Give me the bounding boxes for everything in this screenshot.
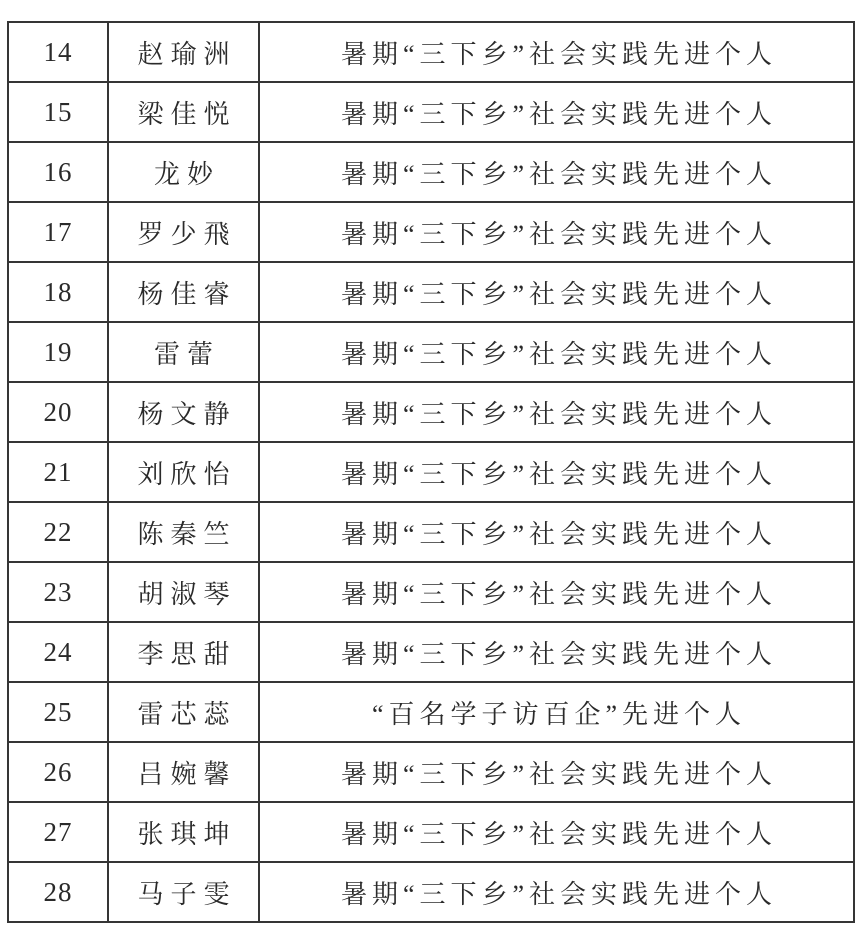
award-title-cell: 暑期“三下乡”社会实践先进个人 [259, 22, 854, 82]
row-index-cell: 23 [8, 562, 108, 622]
table-row [8, 682, 854, 742]
award-title-cell: 暑期“三下乡”社会实践先进个人 [259, 442, 854, 502]
table-row [8, 862, 854, 922]
table-row [8, 442, 854, 502]
student-name-cell: 胡淑琴 [108, 562, 259, 622]
student-name-cell: 雷蕾 [108, 322, 259, 382]
row-index-cell: 26 [8, 742, 108, 802]
award-title-cell: 暑期“三下乡”社会实践先进个人 [259, 802, 854, 862]
row-index-cell: 18 [8, 262, 108, 322]
row-index-cell: 17 [8, 202, 108, 262]
table-row [8, 502, 854, 562]
student-name-cell: 陈秦竺 [108, 502, 259, 562]
student-name-cell: 杨佳睿 [108, 262, 259, 322]
student-name-cell: 龙妙 [108, 142, 259, 202]
table-row [8, 262, 854, 322]
award-title-cell: 暑期“三下乡”社会实践先进个人 [259, 562, 854, 622]
row-index-cell: 22 [8, 502, 108, 562]
award-recipients-table [7, 21, 855, 923]
row-index-cell: 16 [8, 142, 108, 202]
award-title-cell: 暑期“三下乡”社会实践先进个人 [259, 742, 854, 802]
award-title-cell: 暑期“三下乡”社会实践先进个人 [259, 262, 854, 322]
award-title-cell: 暑期“三下乡”社会实践先进个人 [259, 502, 854, 562]
student-name-cell: 罗少飛 [108, 202, 259, 262]
table-row [8, 742, 854, 802]
award-title-cell: 暑期“三下乡”社会实践先进个人 [259, 622, 854, 682]
row-index-cell: 14 [8, 22, 108, 82]
student-name-cell: 马子雯 [108, 862, 259, 922]
row-index-cell: 25 [8, 682, 108, 742]
table-row [8, 142, 854, 202]
award-title-cell: 暑期“三下乡”社会实践先进个人 [259, 142, 854, 202]
award-title-cell: 暑期“三下乡”社会实践先进个人 [259, 322, 854, 382]
award-title-cell: 暑期“三下乡”社会实践先进个人 [259, 202, 854, 262]
student-name-cell: 杨文静 [108, 382, 259, 442]
row-index-cell: 27 [8, 802, 108, 862]
student-name-cell: 雷芯蕊 [108, 682, 259, 742]
award-title-cell: 暑期“三下乡”社会实践先进个人 [259, 862, 854, 922]
table-row [8, 622, 854, 682]
award-title-cell: 暑期“三下乡”社会实践先进个人 [259, 382, 854, 442]
table-row [8, 202, 854, 262]
row-index-cell: 19 [8, 322, 108, 382]
table-row [8, 22, 854, 82]
award-title-cell: 暑期“三下乡”社会实践先进个人 [259, 82, 854, 142]
student-name-cell: 刘欣怡 [108, 442, 259, 502]
table-row [8, 562, 854, 622]
row-index-cell: 24 [8, 622, 108, 682]
award-title-cell: “百名学子访百企”先进个人 [259, 682, 854, 742]
table-body [8, 22, 854, 922]
table-row [8, 382, 854, 442]
table-row [8, 82, 854, 142]
row-index-cell: 20 [8, 382, 108, 442]
row-index-cell: 21 [8, 442, 108, 502]
student-name-cell: 李思甜 [108, 622, 259, 682]
table-row [8, 322, 854, 382]
row-index-cell: 15 [8, 82, 108, 142]
student-name-cell: 张琪坤 [108, 802, 259, 862]
student-name-cell: 吕婉馨 [108, 742, 259, 802]
student-name-cell: 梁佳悦 [108, 82, 259, 142]
table-row [8, 802, 854, 862]
student-name-cell: 赵瑜洲 [108, 22, 259, 82]
row-index-cell: 28 [8, 862, 108, 922]
